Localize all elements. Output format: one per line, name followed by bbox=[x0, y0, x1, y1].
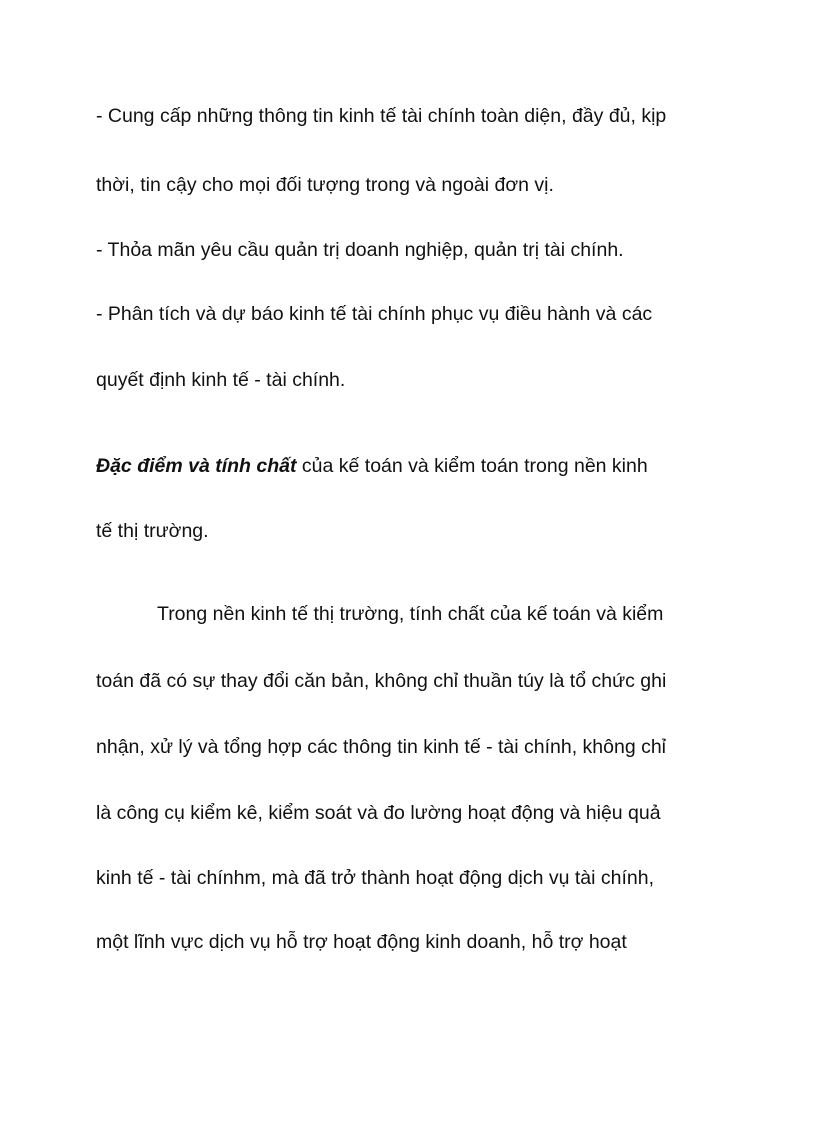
text-line: - Thỏa mãn yêu cầu quản trị doanh nghiệp, quản trị tài chính. bbox=[96, 239, 624, 261]
paragraph-line: là công cụ kiểm kê, kiểm soát và đo lường hoạt động và hiệu quả bbox=[96, 802, 661, 824]
heading-emphasis: Đặc điểm và tính chất bbox=[96, 455, 297, 477]
paragraph-line: kinh tế - tài chínhm, mà đã trở thành hoạt động dịch vụ tài chính, bbox=[96, 867, 655, 889]
heading-rest: của kế toán và kiểm toán trong nền kinh bbox=[296, 455, 648, 477]
text-line: quyết định kinh tế - tài chính. bbox=[96, 369, 346, 391]
paragraph-line: toán đã có sự thay đổi căn bản, không chỉ thuần túy là tổ chức ghi bbox=[96, 670, 667, 692]
heading-line-2: tế thị trường. bbox=[96, 520, 209, 542]
text-line: - Cung cấp những thông tin kinh tế tài chính toàn diện, đầy đủ, kịp bbox=[96, 105, 667, 127]
paragraph-line: một lĩnh vực dịch vụ hỗ trợ hoạt động kinh doanh, hỗ trợ hoạt bbox=[96, 931, 627, 953]
text-line: thời, tin cậy cho mọi đối tượng trong và ngoài đơn vị. bbox=[96, 174, 554, 196]
text-line: - Phân tích và dự báo kinh tế tài chính phục vụ điều hành và các bbox=[96, 303, 653, 325]
paragraph-line: Trong nền kinh tế thị trường, tính chất của kế toán và kiểm bbox=[157, 603, 664, 625]
section-heading bbox=[96, 454, 648, 478]
paragraph-line: nhận, xử lý và tổng hợp các thông tin kinh tế - tài chính, không chỉ bbox=[96, 736, 667, 758]
